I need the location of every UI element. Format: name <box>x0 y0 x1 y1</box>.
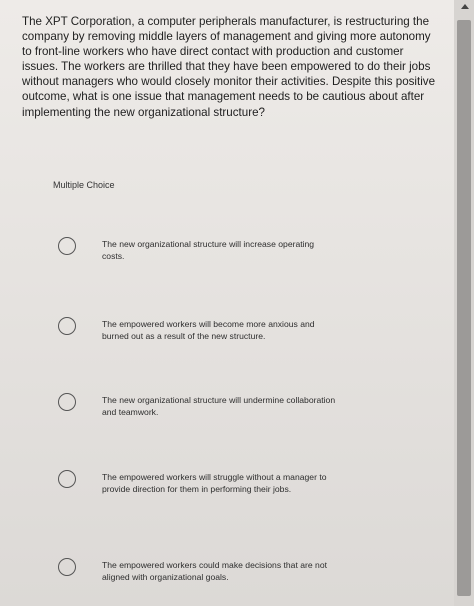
radio-button-icon[interactable] <box>58 393 76 411</box>
answer-option-5[interactable] <box>58 558 348 598</box>
answer-option-4[interactable] <box>58 470 348 510</box>
answer-option-text: The empowered workers could make decisions that are not aligned with organizational goals. <box>102 560 327 583</box>
answer-option-text: The new organizational structure will increase operating costs. <box>102 239 315 262</box>
radio-button-icon[interactable] <box>58 558 76 576</box>
radio-button-icon[interactable] <box>58 470 76 488</box>
answer-option-text: The empowered workers will struggle without a manager to provide direction for them in performing their jobs. <box>102 472 327 495</box>
answer-option-text: The empowered workers will become more anxious and burned out as a result of the new structure. <box>102 319 315 342</box>
answer-option-text: The new organizational structure will undermine collaboration and teamwork. <box>102 395 336 418</box>
radio-button-icon[interactable] <box>58 237 76 255</box>
question-text: The XPT Corporation, a computer peripherals manufacturer, is restructuring the company by removing middle layers of management and giving more autonomy to front-line workers who have direct contact with production and customer issues. The workers are thrilled that they have been empowered to do their jobs without managers who would closely monitor their activities. Despite this positive outcome, what is one issue that management needs to be cautious about after implementing the new organizational structure? <box>22 15 436 119</box>
scrollbar[interactable] <box>454 0 474 606</box>
answer-option-2[interactable] <box>58 317 348 357</box>
scrollbar-thumb[interactable] <box>457 20 471 596</box>
answer-option-3[interactable] <box>58 393 348 433</box>
radio-button-icon[interactable] <box>58 317 76 335</box>
question-type-label: Multiple Choice <box>53 180 115 190</box>
scroll-up-arrow-icon[interactable] <box>461 4 469 9</box>
answer-option-1[interactable] <box>58 237 348 277</box>
